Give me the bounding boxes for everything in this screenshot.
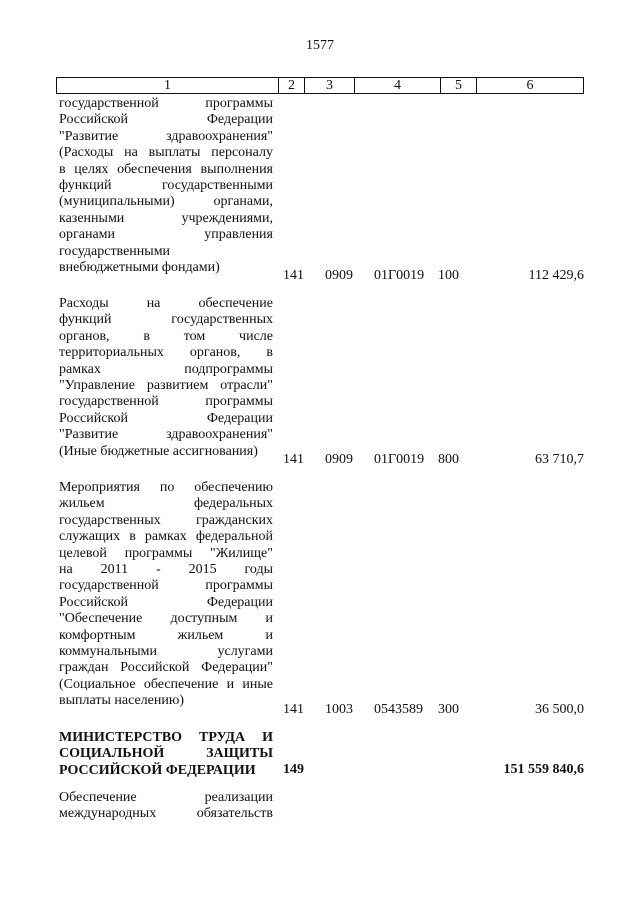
header-col-1: 1 <box>57 78 279 93</box>
desc-line: выплаты населению) <box>59 693 184 709</box>
desc-line: жильем федеральных <box>59 496 273 512</box>
desc-line: граждан Российской Федерации" <box>59 660 273 676</box>
desc-line: функций государственных <box>59 312 273 328</box>
desc-line: целевой программы "Жилище" <box>59 545 273 561</box>
page-number: 1577 <box>306 38 334 53</box>
header-col-5: 5 <box>441 78 477 93</box>
cell-sum: 112 429,6 <box>528 268 584 283</box>
header-col-6: 6 <box>526 78 534 93</box>
desc-line: государственными <box>59 243 171 259</box>
desc-line: Расходы на обеспечение <box>59 296 273 311</box>
desc-line: в целях обеспечения выполнения <box>59 161 273 177</box>
cell-sum: 63 710,7 <box>535 452 584 467</box>
cell-csr: 01Г0019 <box>374 268 425 283</box>
desc-line: Обеспечение реализации <box>59 790 273 805</box>
desc-line: государственных гражданских <box>59 512 273 528</box>
desc-line: международных обязательств <box>59 806 273 822</box>
desc-line: органов, в том числе <box>59 328 273 344</box>
ministry-title <box>59 730 273 779</box>
row-description <box>59 296 273 460</box>
desc-line: "Управление развитием отрасли" <box>59 378 273 394</box>
row-description <box>59 480 273 710</box>
desc-line: (Расходы на выплаты персоналу <box>59 145 273 161</box>
desc-line: "Развитие здравоохранения" <box>59 128 273 144</box>
desc-line: РОССИЙСКОЙ ФЕДЕРАЦИИ <box>59 762 256 778</box>
desc-line: государственной программы <box>59 394 273 410</box>
desc-line: Российской Федерации <box>59 594 273 610</box>
desc-line: (Иные бюджетные ассигнования) <box>59 443 258 459</box>
desc-line: внебюджетными фондами) <box>59 260 220 276</box>
desc-line: на 2011 - 2015 годы <box>59 562 273 578</box>
row-description <box>59 96 273 276</box>
desc-line: (Социальное обеспечение и иные <box>59 676 273 692</box>
cell-ved: 149 <box>283 762 304 777</box>
desc-line: государственной программы <box>59 96 273 111</box>
cell-ved: 141 <box>283 268 304 283</box>
cell-ved: 141 <box>283 702 304 717</box>
header-col-2: 2 <box>279 78 305 93</box>
desc-line: территориальных органов, в <box>59 345 273 361</box>
row-description <box>59 790 273 823</box>
cell-csr: 0543589 <box>374 702 423 717</box>
desc-line: (муниципальными) органами, <box>59 194 273 210</box>
table-header <box>56 77 584 94</box>
cell-rz: 0909 <box>325 452 353 467</box>
desc-line: СОЦИАЛЬНОЙ ЗАЩИТЫ <box>59 746 273 762</box>
desc-line: Российской Федерации <box>59 112 273 128</box>
desc-line: служащих в рамках федеральной <box>59 529 273 545</box>
desc-line: МИНИСТЕРСТВО ТРУДА И <box>59 730 273 745</box>
desc-line: Мероприятия по обеспечению <box>59 480 273 495</box>
cell-csr: 01Г0019 <box>374 452 425 467</box>
header-col-3: 3 <box>305 78 355 93</box>
cell-ved: 141 <box>283 452 304 467</box>
header-col-4: 4 <box>355 78 441 93</box>
cell-rz: 1003 <box>325 702 353 717</box>
desc-line: Российской Федерации <box>59 410 273 426</box>
desc-line: коммунальными услугами <box>59 644 273 660</box>
cell-vr: 800 <box>438 452 459 467</box>
cell-sum: 36 500,0 <box>535 702 584 717</box>
desc-line: казенными учреждениями, <box>59 210 273 226</box>
cell-sum: 151 559 840,6 <box>503 762 584 777</box>
desc-line: "Обеспечение доступным и <box>59 611 273 627</box>
desc-line: функций государственными <box>59 178 273 194</box>
desc-line: органами управления <box>59 227 273 243</box>
desc-line: государственной программы <box>59 578 273 594</box>
cell-vr: 300 <box>438 702 459 717</box>
cell-vr: 100 <box>438 268 459 283</box>
desc-line: комфортным жильем и <box>59 627 273 643</box>
desc-line: "Развитие здравоохранения" <box>59 427 273 443</box>
desc-line: рамках подпрограммы <box>59 361 273 377</box>
cell-rz: 0909 <box>325 268 353 283</box>
